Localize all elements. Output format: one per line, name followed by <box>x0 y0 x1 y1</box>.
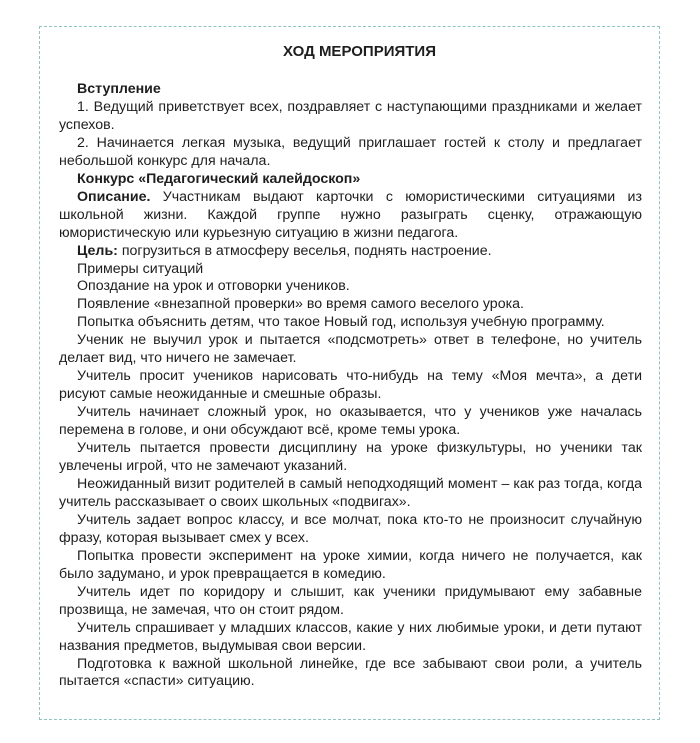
page-title: ХОД МЕРОПРИЯТИЯ <box>283 43 436 60</box>
example-item: Учитель пытается провести дисциплину на уроке физкультуры, но ученики так увлечены игрой, что не замечают указаний. <box>59 440 642 475</box>
example-item: Опоздание на урок и отговорки учеников. <box>77 278 350 295</box>
document-body <box>59 42 642 691</box>
description-text: Участникам выдают карточки с юмористическими ситуациями из школьной жизни. Каждой группе нужно разыграть сценку, отражающую юмористическую или курьезную ситуацию в жизни педагога. <box>59 188 642 241</box>
example-item: Ученик не выучил урок и пытается «подсмотреть» ответ в телефоне, но учитель делает вид, что ничего не замечает. <box>59 332 642 367</box>
example-item: Появление «внезапной проверки» во время самого веселого урока. <box>77 296 524 313</box>
contest-goal <box>77 243 642 261</box>
contest-description <box>59 189 642 243</box>
contest-heading: Конкурс «Педагогический калейдоскоп» <box>77 170 361 187</box>
example-item: Учитель идет по коридору и слышит, как ученики придумывают ему забавные прозвища, не замечая, что он стоит рядом. <box>59 583 642 618</box>
example-item: Неожиданный визит родителей в самый неподходящий момент – как раз тогда, когда учитель рассказывает о своих школьных «подвигах». <box>59 475 642 510</box>
example-item: Учитель просит учеников нарисовать что-нибудь на тему «Моя мечта», а дети рисуют самые неожиданные и смешные образы. <box>59 368 642 403</box>
example-item: Попытка объяснить детям, что такое Новый год, используя учебную программу. <box>77 314 605 331</box>
description-label: Описание. <box>77 188 151 205</box>
goal-label: Цель: <box>77 242 118 259</box>
intro-item-1: 1. Ведущий приветствует всех, поздравляет с наступающими праздниками и желает успехов. <box>59 98 642 133</box>
example-item: Учитель начинает сложный урок, но оказывается, что у учеников уже началась перемена в голове, и они обсуждают всё, кроме темы урока. <box>59 404 642 439</box>
examples-heading: Примеры ситуаций <box>77 260 204 277</box>
example-item: Учитель задает вопрос классу, и все молчат, пока кто-то не произносит случайную фразу, которая вызывает смех у всех. <box>59 511 642 546</box>
example-item: Попытка провести эксперимент на уроке химии, когда ничего не получается, как было задумано, и урок превращается в комедию. <box>59 547 642 582</box>
example-item: Подготовка к важной школьной линейке, где все забывают свои роли, а учитель пытается «спасти» ситуацию. <box>59 655 642 690</box>
goal-text: погрузиться в атмосферу веселья, поднять настроение. <box>117 242 492 259</box>
intro-item-2: 2. Начинается легкая музыка, ведущий приглашает гостей к столу и предлагает небольшой конкурс для начала. <box>59 134 642 169</box>
example-item: Учитель спрашивает у младших классов, какие у них любимые уроки, и дети путают названия предметов, выдумывая свои версии. <box>59 619 642 654</box>
intro-heading: Вступление <box>77 81 161 97</box>
